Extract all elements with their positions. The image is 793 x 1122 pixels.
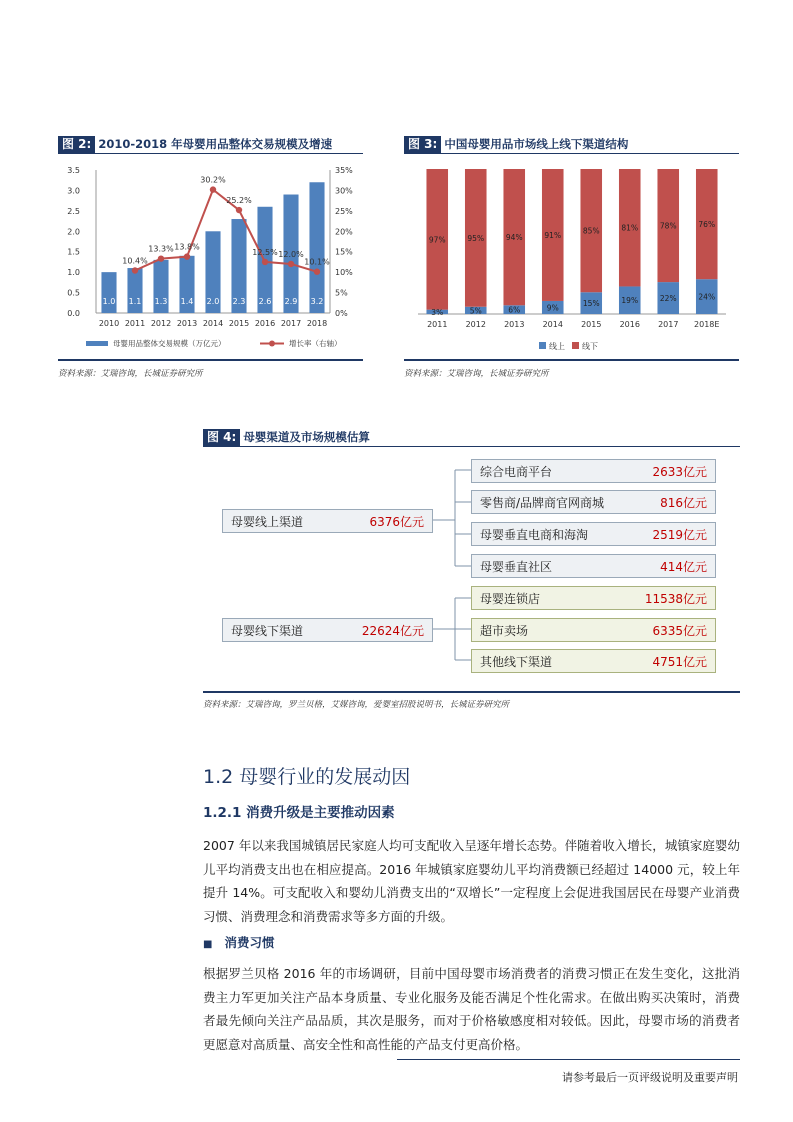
legend-offline-label: 线下 xyxy=(582,342,598,351)
section-heading: 1.2 母婴行业的发展动因 xyxy=(203,766,411,788)
x-tick-label: 2011 xyxy=(124,319,146,328)
y-tick-label: 2.0 xyxy=(67,227,80,237)
offline-value-label: 94% xyxy=(505,233,523,243)
x-tick-label: 2017 xyxy=(280,319,302,328)
online-item-value: 2633亿元 xyxy=(652,464,707,479)
x-tick-label: 2015 xyxy=(581,320,602,329)
online-item-value: 414亿元 xyxy=(660,559,707,574)
online-item-label: 综合电商平台 xyxy=(480,464,553,479)
x-tick-label: 2012 xyxy=(465,320,486,329)
growth-label: 10.1% xyxy=(304,257,330,267)
offline-value-label: 81% xyxy=(621,223,639,233)
x-tick-label: 2013 xyxy=(504,320,525,329)
offline-item-value: 4751亿元 xyxy=(652,654,707,669)
x-tick-label: 2016 xyxy=(619,320,640,329)
y2-tick-label: 0% xyxy=(335,309,348,318)
offline-value-label: 76% xyxy=(698,220,716,230)
growth-point xyxy=(288,261,294,267)
offline-value-label: 97% xyxy=(428,235,446,245)
online-value-label: 22% xyxy=(659,294,677,304)
fig2-source: 资料来源：艾瑞咨询，长城证券研究所 xyxy=(58,369,203,379)
growth-label: 13.8% xyxy=(174,242,200,252)
offline-item-value: 11538亿元 xyxy=(644,591,707,606)
online-channel-value: 6376亿元 xyxy=(369,514,424,529)
fig2-number: 图 2: xyxy=(58,136,95,153)
offline-item-box xyxy=(471,618,716,642)
x-tick-label: 2014 xyxy=(202,319,224,328)
y-tick-label: 1.5 xyxy=(67,247,80,257)
legend-line-marker xyxy=(269,341,275,347)
offline-channel-value: 22624亿元 xyxy=(361,623,424,638)
offline-item-label: 其他线下渠道 xyxy=(480,654,553,669)
online-item-box xyxy=(471,522,716,546)
footer-rule xyxy=(397,1059,740,1060)
offline-channel-label: 母婴线下渠道 xyxy=(231,623,304,638)
paragraph-consumption-habits: 根据罗兰贝格 2016 年的市场调研，目前中国母婴市场消费者的消费习惯正在发生变化，这批消费主力军更加关注产品本身质量、专业化服务及能否满足个性化需求。在做出购买决策时，消费者最先倾向关注产品品质，其次是服务，而对于价格敏感度相对较低。因此，母婴市场的消费者更愿意对高质量、高安全性和高性能的产品支付更高价格。 xyxy=(203,966,740,1052)
fig4-bottom-rule xyxy=(203,691,740,693)
growth-label: 12.5% xyxy=(252,247,278,257)
online-value-label: 19% xyxy=(621,296,639,306)
fig4-title: 母婴渠道及市场规模估算 xyxy=(243,430,370,444)
y-tick-label: 1.0 xyxy=(67,268,80,278)
y2-tick-label: 35% xyxy=(335,166,353,175)
y-tick-label: 3.5 xyxy=(67,166,80,175)
fig4-number: 图 4: xyxy=(203,429,240,446)
growth-label: 30.2% xyxy=(200,175,226,185)
offline-value-label: 95% xyxy=(467,233,485,243)
legend-bar-swatch xyxy=(86,341,108,346)
x-tick-label: 2013 xyxy=(176,319,198,328)
subsection-heading: 1.2.1 消费升级是主要推动因素 xyxy=(203,805,395,821)
y2-tick-label: 20% xyxy=(335,227,353,237)
fig2-title-bar xyxy=(58,136,363,154)
bar-value-label: 2.0 xyxy=(206,297,220,306)
bar-value-label: 2.6 xyxy=(258,297,272,306)
y-tick-label: 0.5 xyxy=(67,288,80,298)
x-tick-label: 2014 xyxy=(542,320,563,329)
bar-value-label: 1.4 xyxy=(180,297,194,306)
bullet-square-icon: ■ xyxy=(203,939,213,950)
online-value-label: 15% xyxy=(582,299,600,309)
growth-point xyxy=(236,207,242,213)
bar-value-label: 2.3 xyxy=(232,297,246,306)
offline-item-label: 超市卖场 xyxy=(480,623,529,638)
legend-online-label: 线上 xyxy=(549,342,565,351)
online-channel-label: 母婴线上渠道 xyxy=(231,514,304,529)
online-value-label: 3% xyxy=(431,307,444,317)
fig3-source: 资料来源：艾瑞咨询，长城证券研究所 xyxy=(404,369,549,379)
growth-label: 12.0% xyxy=(278,249,304,259)
legend-bar-label: 母婴用品整体交易规模（万亿元） xyxy=(113,339,226,348)
bullet-heading-text: 消费习惯 xyxy=(224,935,275,950)
bar-value-label: 2.9 xyxy=(284,297,298,306)
y2-tick-label: 15% xyxy=(335,247,353,257)
y2-tick-label: 10% xyxy=(335,268,353,278)
y-tick-label: 3.0 xyxy=(67,186,80,196)
online-item-box xyxy=(471,459,716,483)
online-item-value: 2519亿元 xyxy=(652,527,707,542)
x-tick-label: 2015 xyxy=(228,319,250,328)
fig3-title-bar xyxy=(404,136,739,154)
online-channel-box xyxy=(222,509,433,533)
legend-line-label: 增长率（右轴） xyxy=(289,339,342,348)
online-item-label: 母婴垂直电商和海淘 xyxy=(480,527,589,542)
growth-point xyxy=(314,269,320,275)
y-tick-label: 0.0 xyxy=(67,309,80,318)
offline-value-label: 78% xyxy=(659,221,677,231)
online-item-label: 母婴垂直社区 xyxy=(480,559,553,574)
footer-disclaimer: 请参考最后一页评级说明及重要声明 xyxy=(562,1071,738,1084)
bar-value-label: 1.1 xyxy=(128,297,142,306)
x-tick-label: 2017 xyxy=(658,320,679,329)
growth-label: 25.2% xyxy=(226,196,252,206)
online-value-label: 9% xyxy=(546,303,559,313)
offline-item-value: 6335亿元 xyxy=(652,623,707,638)
bar xyxy=(101,272,116,313)
offline-value-label: 85% xyxy=(582,226,600,236)
fig2-chart xyxy=(58,160,368,355)
legend-offline-swatch xyxy=(572,342,579,349)
bar xyxy=(127,268,142,313)
fig4-source: 资料来源：艾瑞咨询，罗兰贝格，艾媒咨询，爱婴室招股说明书，长城证券研究所 xyxy=(203,700,510,710)
paragraph-consumption-upgrade: 2007 年以来我国城镇居民家庭人均可支配收入呈逐年增长态势。伴随着收入增长，城镇家庭婴幼儿平均消费支出也在相应提高。2016 年城镇家庭婴幼儿平均消费额已经超过 14000 元，较上年提升 14%。可支配收入和婴幼儿消费支出的“双增长”一定程度上会促进我国居民在母婴产业消费习惯、消费理念和消费需求等多方面的升级。 xyxy=(203,838,740,924)
bar-value-label: 1.3 xyxy=(154,297,168,306)
legend-online-swatch xyxy=(539,342,546,349)
online-item-label: 零售商/品牌商官网商城 xyxy=(480,495,605,510)
offline-channel-box xyxy=(222,618,433,642)
online-value-label: 5% xyxy=(469,306,482,316)
x-tick-label: 2016 xyxy=(254,319,276,328)
growth-point xyxy=(132,267,138,273)
x-tick-label: 2010 xyxy=(98,319,120,328)
growth-point xyxy=(210,186,216,192)
fig2-title: 2010-2018 年母婴用品整体交易规模及增速 xyxy=(98,137,333,151)
x-tick-label: 2018E xyxy=(694,320,720,329)
offline-item-label: 母婴连锁店 xyxy=(480,591,541,606)
y-tick-label: 2.5 xyxy=(67,206,80,216)
fig2-bottom-rule xyxy=(58,359,363,361)
x-tick-label: 2012 xyxy=(150,319,172,328)
fig3-chart xyxy=(404,160,739,355)
bar-value-label: 1.0 xyxy=(102,297,116,306)
y2-tick-label: 30% xyxy=(335,186,353,196)
online-value-label: 6% xyxy=(508,305,521,315)
fig4-title-bar xyxy=(203,429,740,447)
bar-value-label: 3.2 xyxy=(310,297,324,306)
offline-value-label: 91% xyxy=(544,230,562,240)
offline-item-box xyxy=(471,586,716,610)
growth-label: 10.4% xyxy=(122,256,148,266)
bar xyxy=(309,182,324,313)
fig3-bottom-rule xyxy=(404,359,739,361)
fig3-title: 中国母婴用品市场线上线下渠道结构 xyxy=(444,137,629,151)
growth-point xyxy=(184,253,190,259)
growth-point xyxy=(262,259,268,265)
online-value-label: 24% xyxy=(698,292,716,302)
growth-point xyxy=(158,255,164,261)
bullet-heading xyxy=(203,933,274,951)
y2-tick-label: 25% xyxy=(335,206,353,216)
y2-tick-label: 5% xyxy=(335,288,348,298)
online-item-box xyxy=(471,490,716,514)
fig3-number: 图 3: xyxy=(404,136,441,153)
x-tick-label: 2011 xyxy=(427,320,448,329)
growth-label: 13.3% xyxy=(148,244,174,254)
online-item-value: 816亿元 xyxy=(660,495,707,510)
x-tick-label: 2018 xyxy=(306,319,328,328)
offline-item-box xyxy=(471,649,716,673)
online-item-box xyxy=(471,554,716,578)
